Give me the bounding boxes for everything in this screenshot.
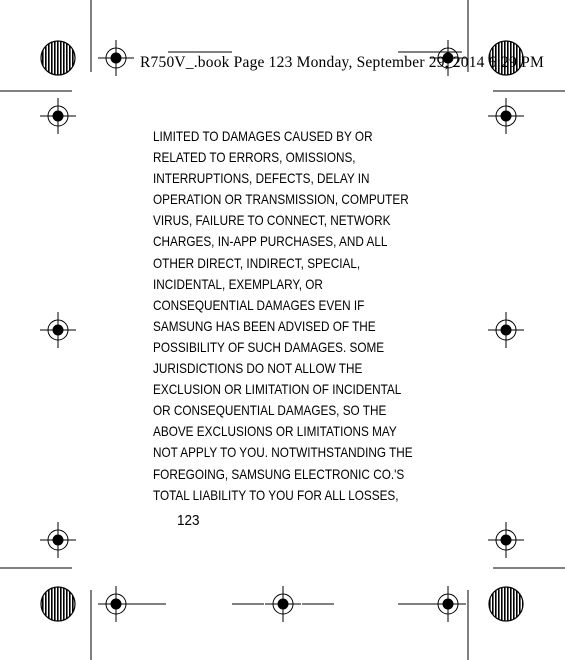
body-line: EXCLUSION OR LIMITATION OF INCIDENTAL	[153, 381, 402, 398]
body-line: INTERRUPTIONS, DEFECTS, DELAY IN	[153, 170, 370, 187]
body-line: TOTAL LIABILITY TO YOU FOR ALL LOSSES,	[153, 486, 399, 503]
crop-marks-top	[0, 0, 565, 91]
book-header-slug: R750V_.book Page 123 Monday, September 29, 2014 6:29 PM	[140, 54, 544, 71]
crosshair-target	[488, 312, 524, 348]
body-line: POSSIBILITY OF SUCH DAMAGES. SOME	[153, 338, 385, 355]
crosshair-target	[40, 98, 76, 134]
body-line: JURISDICTIONS DO NOT ALLOW THE	[153, 360, 363, 377]
body-line: OTHER DIRECT, INDIRECT, SPECIAL,	[153, 254, 361, 271]
crosshair-target	[430, 586, 466, 622]
body-line: INCIDENTAL, EXEMPLARY, OR	[153, 275, 323, 292]
body-line: LIMITED TO DAMAGES CAUSED BY OR	[153, 128, 373, 144]
body-paragraph	[153, 126, 443, 506]
body-line: CHARGES, IN-APP PURCHASES, AND ALL	[153, 233, 388, 250]
registration-disc	[41, 41, 75, 75]
crosshair-target	[98, 40, 134, 76]
body-line: VIRUS, FAILURE TO CONNECT, NETWORK	[153, 212, 391, 229]
body-line: ABOVE EXCLUSIONS OR LIMITATIONS MAY	[153, 423, 397, 440]
body-line: RELATED TO ERRORS, OMISSIONS,	[153, 149, 356, 166]
body-line: SAMSUNG HAS BEEN ADVISED OF THE	[153, 317, 376, 334]
body-line: CONSEQUENTIAL DAMAGES EVEN IF	[153, 296, 365, 313]
crosshair-target	[40, 312, 76, 348]
page-number: 123	[177, 512, 200, 529]
body-line: NOT APPLY TO YOU. NOTWITHSTANDING THE	[153, 444, 413, 461]
registration-disc	[489, 587, 523, 621]
registration-disc	[41, 587, 75, 621]
crosshair-target	[265, 586, 301, 622]
crosshair-target	[40, 522, 76, 558]
crosshair-target	[488, 98, 524, 134]
body-line: OPERATION OR TRANSMISSION, COMPUTER	[153, 191, 409, 208]
crosshair-target	[488, 522, 524, 558]
body-line: FOREGOING, SAMSUNG ELECTRONIC CO.'S	[153, 465, 405, 482]
crosshair-target	[98, 586, 134, 622]
body-line: OR CONSEQUENTIAL DAMAGES, SO THE	[153, 402, 387, 419]
